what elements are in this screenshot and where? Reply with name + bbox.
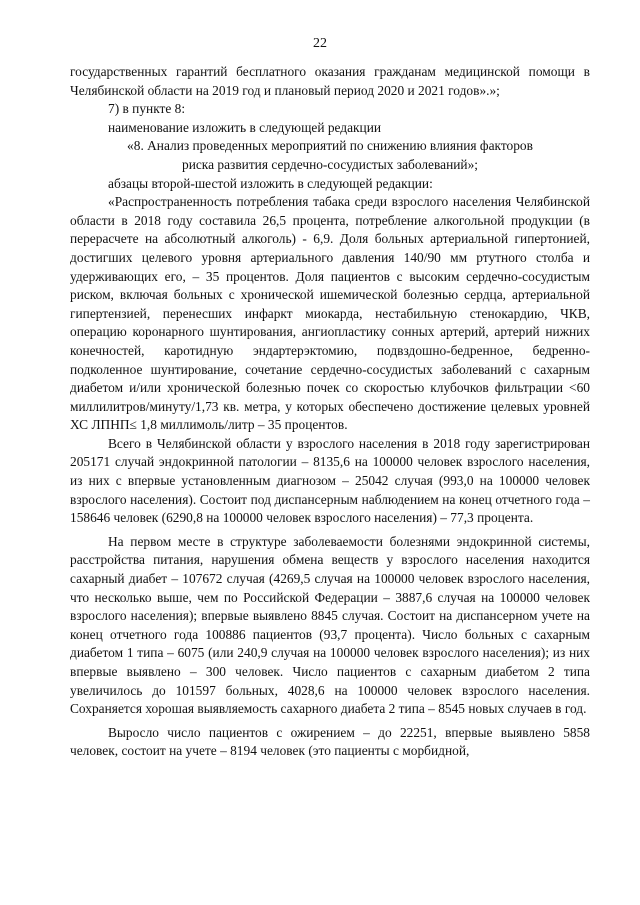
paragraph-endocrine-pathology: Всего в Челябинской области у взрослого населения в 2018 году зарегистрирован 205171 случай эндокринной патологии – 8135,6 на 100000 человек взрослого населения, из них с впервые установленным диагнозом – 25042 случая (993,0 на 100000 человек взрослого населения). Состоит под диспансерным наблюдением на конец отчетного года – 158646 человек (6290,8 на 100000 человек взрослого населения) – 77,3 процента. (70, 435, 590, 526)
paragraph-state-guarantees: государственных гарантий бесплатного оказания гражданам медицинской помощи в Челябинской области на 2019 год и плановый период 2020 и 2021 годов».»; (70, 64, 590, 98)
paragraph-title-instruction: наименование изложить в следующей редакции (108, 119, 382, 135)
section-heading-line-1: «8. Анализ проведенных мероприятий по снижению влияния факторов (127, 138, 533, 154)
paragraph-obesity: Выросло число пациентов с ожирением – до 22251, впервые выявлено 5858 человек, состоит на учете – 8194 человек (это пациенты с морбидной, (70, 724, 590, 759)
paragraph-diabetes: На первом месте в структуре заболеваемости болезнями эндокринной системы, расстройства питания, нарушения обмена веществ у взрослого населения находится сахарный диабет – 107672 случая (4269,5 случая на 100000 человек взрослого населения, что несколько выше, чем по Российской Федерации – 3887,6 случая на 100000 человек взрослого населения); впервые выявлено 8845 случая. Состоит на диспансерном учете на конец отчетного года 100886 пациентов (93,7 процента). Число больных с сахарным диабетом 1 типа – 6075 (или 240,9 случая на 100000 человек взрослого населения); из них впервые выявлено – 300 человек. Число пациентов с сахарным диабетом 2 типа увеличилось до 101597 больных, 4028,6 на 100000 человек взрослого населения. Сохраняется хорошая выявляемость сахарного диабета 2 типа – 8545 новых случаев в год. (70, 533, 590, 717)
paragraph-item-7: 7) в пункте 8: (108, 101, 186, 117)
section-heading-line-2: риска развития сердечно-сосудистых заболеваний»; (182, 156, 478, 172)
paragraph-paragraphs-instruction: абзацы второй-шестой изложить в следующей редакции: (108, 175, 433, 191)
document-body (70, 63, 590, 761)
paragraph-tobacco-prevalence: «Распространенность потребления табака среди взрослого населения Челябинской области в 2018 году составила 26,5 процента, потребление алкогольной продукции (в перерасчете на абсолютный алкоголь) - 6,9. Доля больных артериальной гипертонией, достигших целевого уровня артериального давления 140/90 мм ртутного столба и удерживающих его, – 35 процентов. Доля пациентов с высоким сердечно-сосудистым риском, включая больных с хронической ишемической болезнью сердца, артериальной гипертензией, перенесших инфаркт миокарда, нестабильную стенокардию, ЧКВ, операцию коронарного шунтирования, ангиопластику сонных артерий, артерий нижних конечностей, каротидную эндартерэктомию, подвздошно-бедренное, бедренно-подколенное шунтирование, сочетание сердечно-сосудистых заболеваний с сахарным диабетом и/или хронической болезнью почек со скоростью клубочков фильтрации <60 миллилитров/минуту/1,73 кв. метра, у которых обеспечено достижение целевых уровней ХС ЛПНП≤ 1,8 миллимоль/литр – 35 процентов. (70, 194, 590, 433)
page-number: 22 (313, 36, 327, 51)
